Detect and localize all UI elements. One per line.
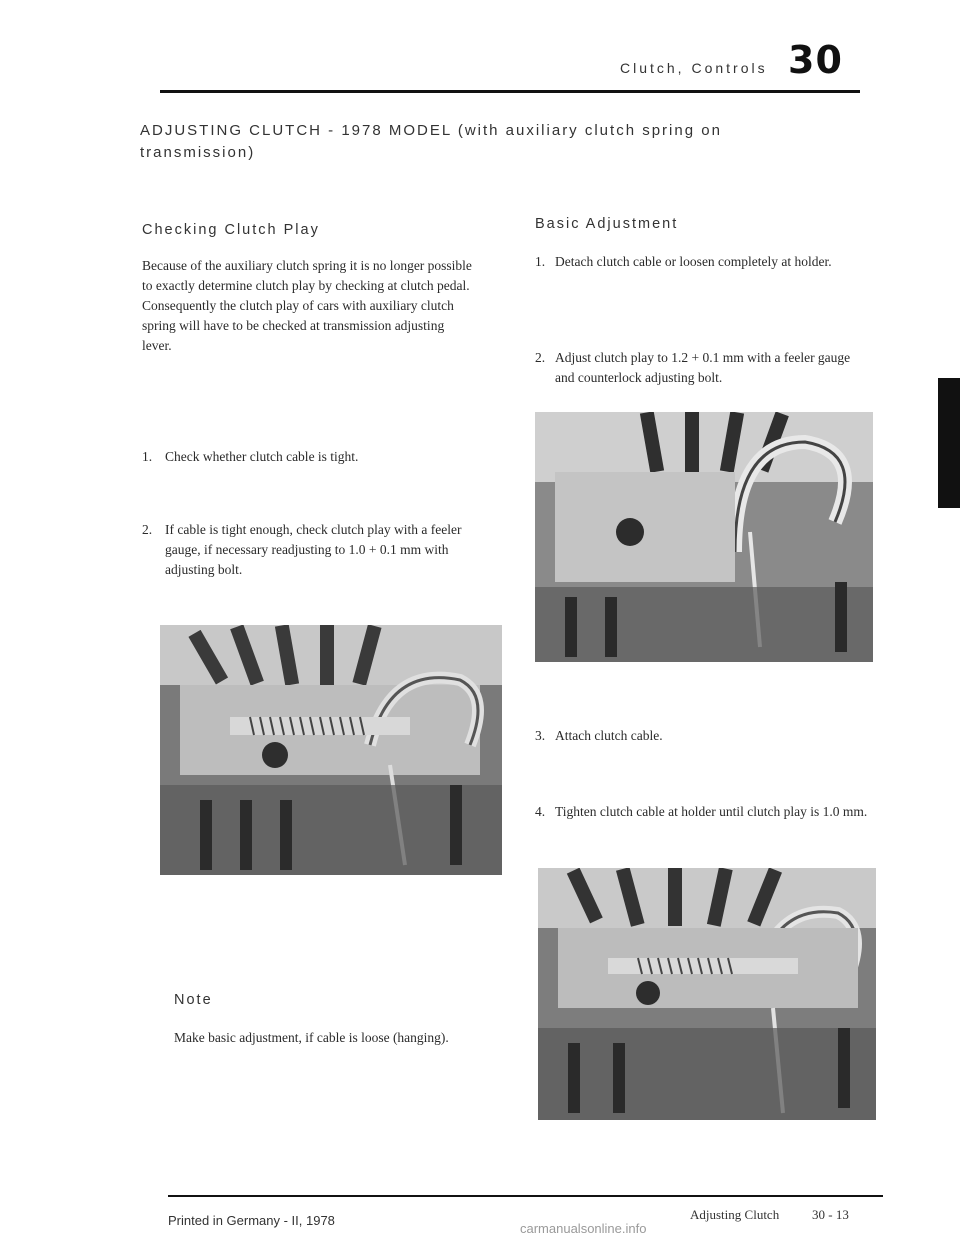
footer-topic: Adjusting Clutch — [690, 1207, 780, 1222]
header-rule — [160, 90, 860, 93]
section-tab-marker — [938, 378, 960, 508]
right-step3-number: 3. — [535, 728, 546, 743]
left-heading: Checking Clutch Play — [142, 222, 320, 238]
footer-page-number: 30 - 13 — [812, 1207, 849, 1222]
right-step1-number: 1. — [535, 254, 546, 269]
header-title: Clutch, Controls — [620, 60, 768, 76]
left-step1-text: Check whether clutch cable is tight. — [165, 449, 359, 464]
left-step1-number: 1. — [142, 449, 153, 464]
page-title: ADJUSTING CLUTCH - 1978 MODEL (with auxiliary clutch spring on transmission) — [140, 122, 722, 161]
left-paragraph: Because of the auxiliary clutch spring it is no longer possible to exactly determine clutch play by checking at clutch pedal. Consequently the clutch play of cars with auxiliary clutch spring will have to be checked at transmission adjusting lever. — [142, 258, 472, 353]
clutch-lever-photo-2 — [535, 412, 873, 662]
footer-printed: Printed in Germany - II, 1978 — [168, 1213, 335, 1228]
left-step2-number: 2. — [142, 522, 153, 537]
left-step2-text: If cable is tight enough, check clutch play with a feeler gauge, if necessary readjusting to 1.0 + 0.1 mm with adjusting bolt. — [165, 522, 462, 577]
right-step3-text: Attach clutch cable. — [555, 728, 663, 743]
right-step4-text: Tighten clutch cable at holder until clutch play is 1.0 mm. — [555, 804, 868, 819]
note-heading: Note — [174, 992, 213, 1008]
note-text: Make basic adjustment, if cable is loose (hanging). — [174, 1030, 449, 1045]
right-step1-text: Detach clutch cable or loosen completely at holder. — [555, 254, 832, 269]
right-step4-number: 4. — [535, 804, 546, 819]
watermark: carmanualsonline.info — [520, 1221, 647, 1236]
clutch-lever-photo-3 — [538, 868, 876, 1120]
section-number: 30 — [788, 38, 843, 82]
right-heading: Basic Adjustment — [535, 216, 679, 232]
clutch-lever-photo-1 — [160, 625, 502, 875]
right-step2-number: 2. — [535, 350, 546, 365]
right-step2-text: Adjust clutch play to 1.2 + 0.1 mm with a feeler gauge and counterlock adjusting bolt. — [555, 350, 851, 385]
footer-rule — [168, 1195, 883, 1197]
